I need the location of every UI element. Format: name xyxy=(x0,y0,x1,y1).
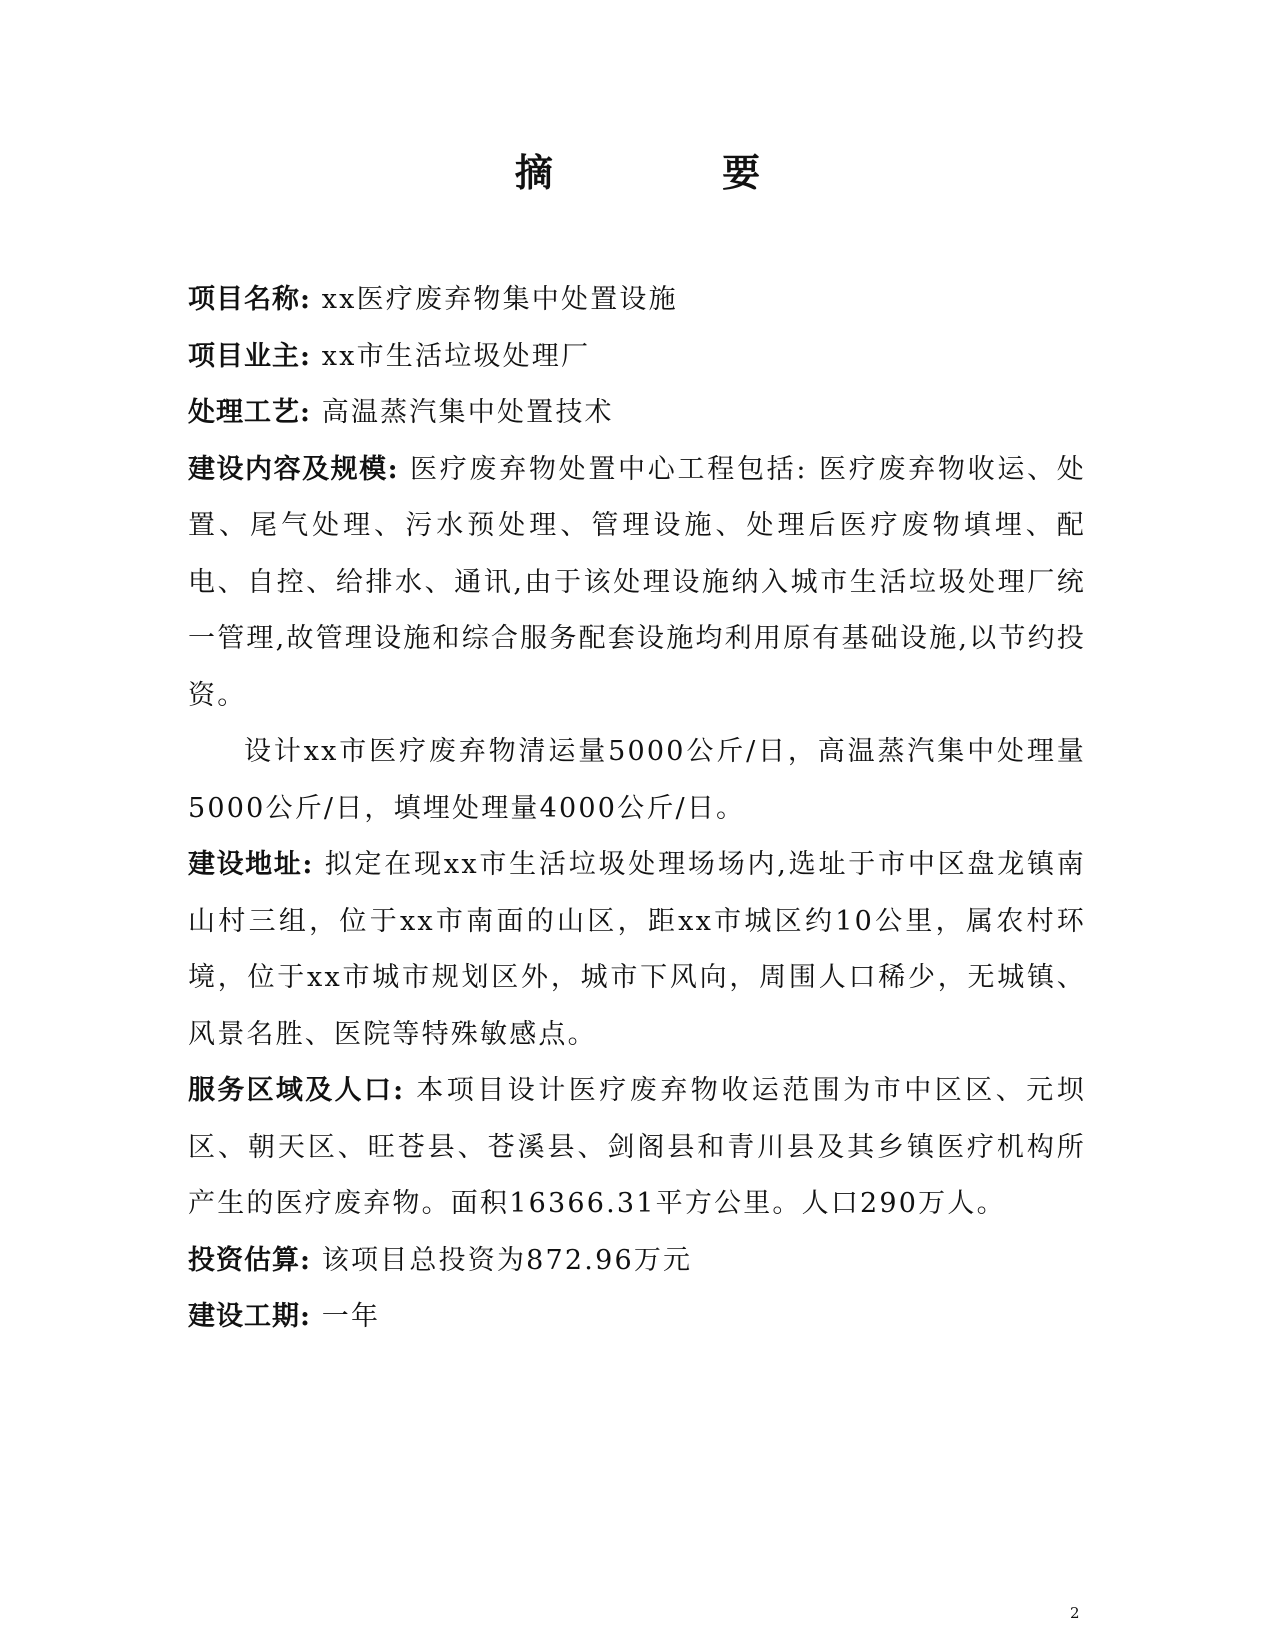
page-title: 摘 要 xyxy=(514,150,839,195)
process-label: 处理工艺: xyxy=(188,397,311,428)
design-capacity-text: 设计xx市医疗废弃物清运量5000公斤/日，高温蒸汽集中处理量5000公斤/日，填埋处理量4000公斤/日。 xyxy=(188,736,1086,824)
service-area-text: 本项目设计医疗废弃物收运范围为市中区区、元坝区、朝天区、旺苍县、苍溪县、剑阁县和青川县及其乡镇医疗机构所产生的医疗废弃物。面积16366.31平方公里。人口290万人。 xyxy=(188,1075,1086,1219)
construction-period-label: 建设工期: xyxy=(188,1301,311,1332)
page-number: 2 xyxy=(1070,1604,1080,1622)
site-address-label: 建设地址: xyxy=(188,849,314,880)
construction-scope-paragraph xyxy=(188,442,1086,725)
design-capacity-paragraph xyxy=(188,724,1086,837)
construction-scope-text: 医疗废弃物处置中心工程包括: 医疗废弃物收运、处置、尾气处理、污水预处理、管理设施、处理后医疗废物填埋、配电、自控、给排水、通讯,由于该处理设施纳入城市生活垃圾处理厂统一管理,故管理设施和综合服务配套设施均利用原有基础设施,以节约投资。 xyxy=(188,453,1087,711)
investment-paragraph xyxy=(188,1233,1086,1290)
project-name-paragraph xyxy=(188,272,1086,329)
construction-scope-label: 建设内容及规模: xyxy=(188,453,399,485)
site-address-paragraph xyxy=(188,837,1086,1063)
service-area-paragraph xyxy=(188,1063,1086,1233)
project-owner-label: 项目业主: xyxy=(188,340,311,372)
construction-period-paragraph xyxy=(188,1289,1086,1346)
summary-body xyxy=(188,272,1086,1346)
investment-value: 该项目总投资为872.96万元 xyxy=(310,1244,693,1276)
process-paragraph xyxy=(188,385,1086,442)
service-area-label: 服务区域及人口: xyxy=(188,1075,405,1106)
construction-period-value: 一年 xyxy=(310,1301,381,1332)
investment-label: 投资估算: xyxy=(188,1244,311,1276)
project-name-label: 项目名称: xyxy=(188,284,311,315)
project-name-value: xx医疗废弃物集中处置设施 xyxy=(310,284,678,315)
project-owner-value: xx市生活垃圾处理厂 xyxy=(310,340,591,372)
process-value: 高温蒸汽集中处置技术 xyxy=(310,397,614,428)
project-owner-paragraph xyxy=(188,329,1086,386)
site-address-text: 拟定在现xx市生活垃圾处理场场内,选址于市中区盘龙镇南山村三组，位于xx市南面的山区，距xx市城区约10公里，属农村环境，位于xx市城市规划区外，城市下风向，周围人口稀少，无城镇、风景名胜、医院等特殊敏感点。 xyxy=(188,849,1086,1050)
